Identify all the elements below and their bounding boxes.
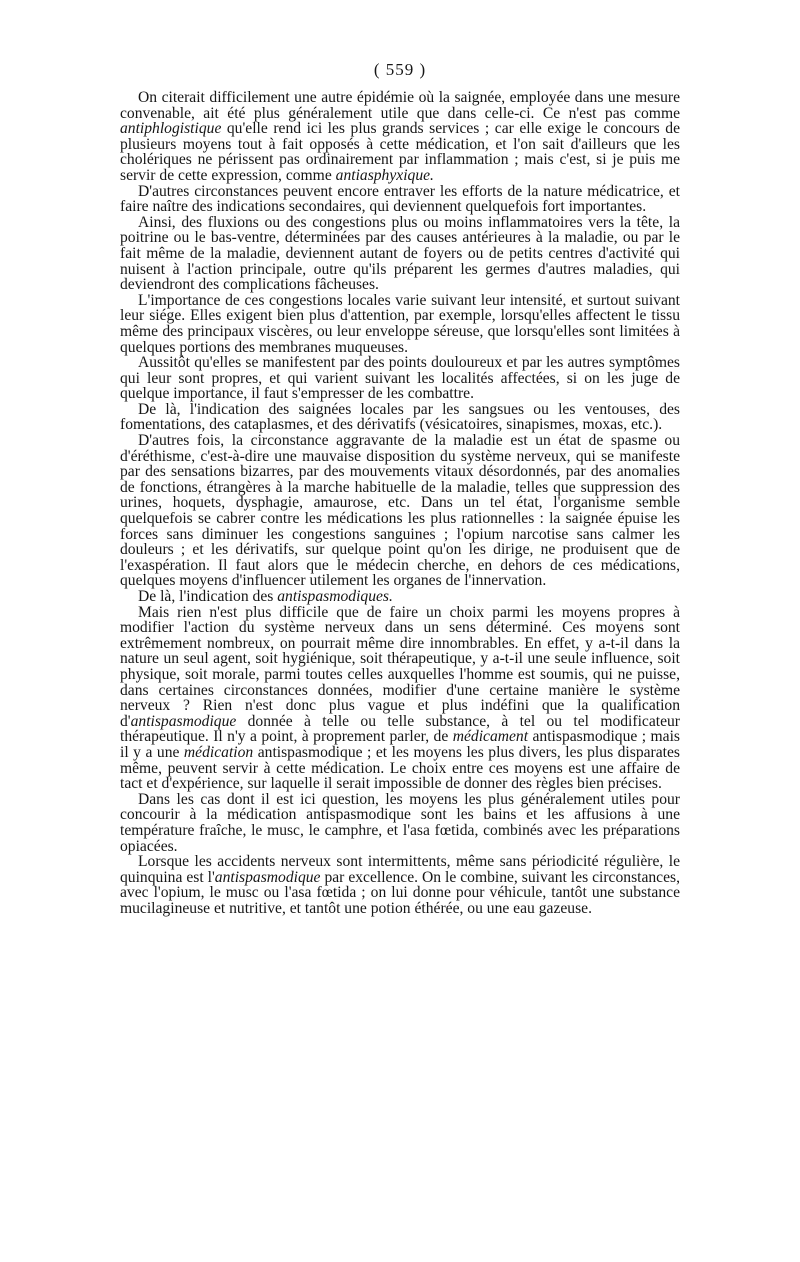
- text-run: Mais rien n'est plus difficile que de faire un choix parmi les moyens propres à modifier l'action du système nerveux dans un sens déterminé. Ces moyens sont extrêmement nombreux, on pourrait même dire innombrables. En effet, y a-t-il dans la nature un seul agent, soit hygiénique, soit thérapeutique, y a-t-il une seule influence, soit physique, soit morale, parmi toutes celles auxquelles l'homme est soumis, qui ne puisse, dans certaines circonstances données, modifier d'une certaine manière le système nerveux ? Rien n'est donc plus vague et plus indéfini que la qualification d': [120, 603, 680, 730]
- text-run: donnée à telle ou telle substance, à tel ou tel modificateur thérapeutique. Il n'y a point, à proprement parler, de: [120, 712, 680, 746]
- paragraph: [120, 355, 680, 402]
- text-run: Lorsque les accidents nerveux sont intermittents, même sans périodicité régulière, le quinquina est l': [120, 853, 680, 886]
- text-run: antispasmodique ; mais il y a une: [120, 728, 680, 761]
- text-run: Dans les cas dont il est ici question, les moyens les plus généralement utiles pour concourir à la médication antispasmodique sont les bains et les affusions à une température fraîche, le musc, le camphre, et l'asa fœtida, combinés avec les préparations opiacées.: [120, 790, 680, 855]
- text-run: Ainsi, des fluxions ou des congestions plus ou moins inflammatoires vers la tête, la poitrine ou le bas-ventre, déterminées par des causes antérieures à la maladie, ou par le fait même de la maladie, deviennent autant de foyers ou de petits centres d'activité qui nuisent à l'action principale, outre qu'ils préparent les germes d'autres maladies, qui deviendront des complications fâcheuses.: [120, 213, 680, 294]
- paragraph: [120, 293, 680, 355]
- italic-term: antispasmodique: [130, 712, 237, 730]
- text-run: Aussitôt qu'elles se manifestent par des points douloureux et par les autres symptômes qui leur sont propres, et qui varient suivant les localités affectées, si on les juge de quelque importance, il faut s'empresser de les combattre.: [120, 354, 680, 403]
- paragraph: [120, 90, 680, 184]
- paragraph: [120, 605, 680, 792]
- paragraph: [120, 433, 680, 589]
- italic-term: médication: [183, 743, 254, 761]
- paragraph: [120, 184, 680, 215]
- text-run: antispasmodique ; et les moyens les plus divers, les plus disparates même, peuvent servir à cette médication. Le choix entre ces moyens est une affaire de tact et d'expérience, sur laquelle il serait impossible de donner des règles bien précises.: [120, 743, 680, 793]
- italic-term: antiasphyxique.: [335, 166, 434, 184]
- text-run: D'autres circonstances peuvent encore entraver les efforts de la nature médicatrice, et faire naître des indications secondaires, qui deviennent quelquefois fort importantes.: [120, 182, 680, 216]
- paragraph: [120, 589, 680, 605]
- text-run: L'importance de ces congestions locales varie suivant leur intensité, et surtout suivant leur siége. Elles exigent bien plus d'attention, par exemple, lorsqu'elles affectent le tissu même des principaux viscères, ou leur enveloppe séreuse, que lorsqu'elles sont limitées à quelques portions des membranes muqueuses.: [120, 291, 680, 356]
- paragraph: [120, 854, 680, 916]
- italic-term: antispasmodique: [214, 868, 321, 886]
- paragraph: [120, 215, 680, 293]
- text-run: qu'elle rend ici les plus grands services ; car elle exige le concours de plusieurs moyens tout à fait opposés à cette médication, et l'on sait d'ailleurs que les cholériques ne périssent pas ordinairement par inflammation ; mais c'est, si je puis me servir de cette expression, comme: [120, 120, 680, 184]
- italic-term: antispasmodiques.: [277, 588, 393, 605]
- page-number: ( 559 ): [373, 60, 427, 79]
- italic-term: antiphlogistique: [120, 120, 222, 138]
- text-run: De là, l'indication des saignées locales par les sangsues ou les ventouses, des fomentations, des cataplasmes, et des dérivatifs (vésicatoires, sinapismes, moxas, etc.).: [120, 400, 680, 434]
- text-run: De là, l'indication des: [138, 588, 278, 605]
- text-run: par excellence. On le combine, suivant les circonstances, avec l'opium, le musc ou l'asa fœtida ; on lui donne pour véhicule, tantôt une substance mucilagineuse et nutritive, et tantôt une potion éthérée, ou une eau gazeuse.: [120, 868, 680, 917]
- paragraph: [120, 402, 680, 433]
- italic-term: médicament: [452, 728, 529, 746]
- paragraph: [120, 792, 680, 854]
- text-run: On citerait difficilement une autre épidémie où la saignée, employée dans une mesure convenable, ait été plus généralement utile que dans celle-ci. Ce n'est pas comme: [120, 89, 680, 122]
- body-text: [120, 90, 680, 916]
- text-run: D'autres fois, la circonstance aggravante de la maladie est un état de spasme ou d'éréthisme, c'est-à-dire une mauvaise disposition du système nerveux, qui se manifeste par des sensations bizarres, par des mouvements vitaux désordonnés, par des anomalies de fonctions, étrangères à la marche habituelle de la maladie, telles que suppression des urines, hoquets, dysphagie, amaurose, etc. Dans un tel état, l'organisme semble quelquefois se cabrer contre les médications les plus rationnelles : la saignée épuise les forces sans diminuer les congestions sanguines ; l'opium narcotise sans calmer les douleurs ; et les dérivatifs, sur quelque point qu'on les dirige, ne produisent que de l'exaspération. Il faut alors que le médecin cherche, en dehors de ces médications, quelques moyens d'influencer utilement les organes de l'innervation.: [120, 432, 680, 590]
